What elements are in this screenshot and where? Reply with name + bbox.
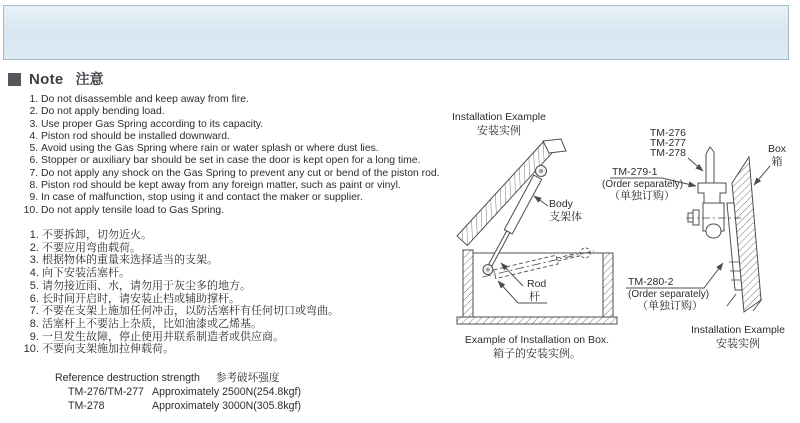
bracket-top-order-en: (Order separately) bbox=[602, 179, 684, 190]
models-leader bbox=[688, 158, 703, 171]
note-item-en-1: 1. Do not disassemble and keep away from fire. bbox=[41, 94, 440, 106]
diagram2-caption-zh: 安装实例 bbox=[716, 338, 760, 350]
diagram1-caption-zh: 箱子的安装实例。 bbox=[493, 348, 581, 360]
bracket-top-order-zh: （单独订购） bbox=[609, 190, 675, 202]
box-right-wall bbox=[603, 253, 613, 317]
bracket-plate-order-en: (Order separately) bbox=[628, 289, 710, 300]
note-item-zh-5: 5. 请勿接近雨、水，请勿用于灰尘多的地方。 bbox=[42, 280, 339, 293]
model-label-tm276: TM-276 bbox=[649, 127, 686, 139]
note-item-zh-10: 10. 不要向支架施加拉伸载荷。 bbox=[42, 343, 339, 356]
wall-break-tick bbox=[727, 294, 736, 306]
rod-pointer-arrow bbox=[501, 263, 523, 286]
piston-rod bbox=[706, 147, 714, 183]
note-item-en-9: 9. In case of malfunction, stop using it and contact the maker or supplier. bbox=[41, 192, 440, 204]
diagram1-title-zh: 安装实例 bbox=[477, 125, 521, 137]
reference-title-zh: 参考破坏强度 bbox=[215, 372, 280, 384]
note-list-zh bbox=[2, 229, 339, 356]
body-label-en: Body bbox=[549, 198, 573, 210]
gas-spring-rod bbox=[489, 231, 510, 266]
bracket-top-model: TM-279-1 bbox=[612, 166, 658, 178]
note-title-en: Note bbox=[29, 70, 64, 88]
reference-strength-section bbox=[0, 371, 301, 413]
note-heading bbox=[8, 69, 104, 89]
rod-label-en: Rod bbox=[527, 278, 547, 290]
diagram2-caption-en: Installation Example bbox=[691, 324, 785, 336]
note-item-en-2: 2. Do not apply bending load. bbox=[41, 106, 440, 118]
reference-title bbox=[55, 371, 301, 385]
bracket-plate-order-zh: （单独订购） bbox=[637, 300, 703, 312]
note-item-zh-3: 3. 根据物体的重量来选择适当的支架。 bbox=[42, 254, 339, 267]
note-item-en-10: 10. Do not apply tensile load to Gas Spring. bbox=[41, 205, 440, 217]
model-label-tm277: TM-277 bbox=[649, 137, 686, 149]
reference-model: TM-276/TM-277 bbox=[68, 386, 144, 398]
box-bottom-wall bbox=[457, 317, 617, 324]
reference-model: TM-278 bbox=[68, 400, 105, 412]
note-item-en-6: 6. Stopper or auxiliary bar should be set in case the door is kept open for a long time. bbox=[41, 155, 440, 167]
clevis-bracket bbox=[698, 183, 726, 203]
body-label-leader bbox=[534, 196, 548, 206]
reference-row-1 bbox=[68, 385, 301, 399]
note-list-en bbox=[1, 94, 440, 217]
diagram1-title-en: Installation Example bbox=[452, 111, 546, 123]
note-item-zh-9: 9. 一旦发生故障，停止使用并联系制造者或供应商。 bbox=[42, 331, 339, 344]
box-label-leader bbox=[754, 166, 770, 185]
note-title-zh: 注意 bbox=[75, 71, 104, 87]
rod-label-zh: 杆 bbox=[529, 291, 540, 303]
note-item-zh-7: 7. 不要在支架上施加任何冲击，以防活塞杆有任何切口或弯曲。 bbox=[42, 305, 339, 318]
note-item-en-3: 3. Use proper Gas Spring according to its capacity. bbox=[41, 119, 440, 131]
header-banner bbox=[3, 5, 789, 60]
reference-value: Approximately 2500N(254.8kgf) bbox=[152, 386, 301, 398]
clevis-bottom bbox=[706, 224, 721, 238]
note-item-en-8: 8. Piston rod should be kept away from any foreign matter, such as paint or vinyl. bbox=[41, 180, 440, 192]
note-item-zh-6: 6. 长时间开启时，请安装止档或辅助撑杆。 bbox=[42, 293, 339, 306]
box-label-en: Box bbox=[767, 143, 787, 155]
note-item-en-5: 5. Avoid using the Gas Spring where rain or water splash or where dust lies. bbox=[41, 143, 440, 155]
bolt-head bbox=[688, 213, 693, 222]
body-label-zh: 支架体 bbox=[549, 211, 582, 223]
note-item-zh-1: 1. 不要拆卸，切勿近火。 bbox=[42, 229, 339, 242]
note-item-zh-8: 8. 活塞杆上不要沾上杂质，比如油漆或乙烯基。 bbox=[42, 318, 339, 331]
box-left-wall bbox=[463, 250, 473, 317]
note-item-zh-2: 2. 不要应用弯曲载荷。 bbox=[42, 242, 339, 255]
rod-label-leader bbox=[498, 281, 518, 303]
bracket-plate-model: TM-280-2 bbox=[628, 276, 674, 288]
bolt-washer bbox=[693, 210, 699, 225]
reference-value: Approximately 3000N(305.8kgf) bbox=[152, 400, 301, 412]
note-square-icon bbox=[8, 73, 21, 86]
note-item-zh-4: 4. 向下安装活塞杆。 bbox=[42, 267, 339, 280]
model-label-tm278: TM-278 bbox=[649, 147, 686, 159]
installation-diagrams bbox=[430, 95, 800, 365]
note-item-en-7: 7. Do not apply any shock on the Gas Spring to prevent any cut or bend of the piston rod. bbox=[41, 168, 440, 180]
reference-title-en: Reference destruction strength bbox=[55, 372, 200, 384]
note-item-en-4: 4. Piston rod should be installed downward. bbox=[41, 131, 440, 143]
diagram1-caption-en: Example of Installation on Box. bbox=[464, 334, 610, 346]
reference-row-2 bbox=[68, 399, 301, 413]
box-label-zh: 箱 bbox=[771, 156, 783, 168]
